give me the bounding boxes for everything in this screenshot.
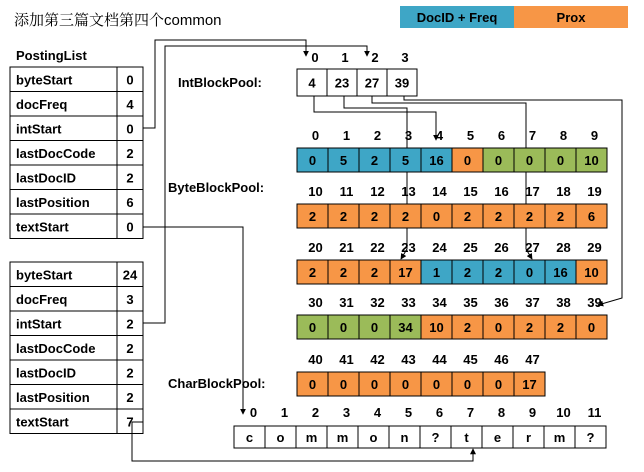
posting-field-label: docFreq [16, 96, 68, 112]
byte-pool-value: 10 [584, 153, 599, 168]
byte-pool-value: 0 [525, 265, 534, 280]
byte-pool-value: 0 [587, 320, 596, 335]
legend [400, 6, 628, 28]
byte-pool-value: 2 [463, 265, 472, 280]
posting-field-label: lastPosition [16, 194, 90, 210]
byte-pool-value: 2 [525, 320, 534, 335]
char-pool-value: 17 [522, 377, 537, 392]
char-pool-index: 43 [401, 352, 416, 367]
char-array-index: 7 [466, 405, 475, 420]
int-pool-index: 0 [311, 50, 319, 65]
char-pool-index: 41 [339, 352, 354, 367]
posting-list-tables [10, 67, 143, 434]
posting-list-heading: PostingList [16, 48, 87, 63]
char-pool-value: 0 [339, 377, 348, 392]
posting-field-value: 3 [126, 291, 134, 307]
int-block-pool [297, 50, 417, 96]
char-array-value: r [525, 430, 532, 445]
byte-pool-index: 7 [528, 128, 537, 143]
int-pool-index: 3 [401, 50, 409, 65]
byte-pool-value: 2 [370, 265, 379, 280]
byte-pool-index: 9 [590, 128, 599, 143]
posting-field-value: 0 [126, 72, 134, 88]
char-pool-index: 40 [308, 352, 323, 367]
posting-field-value: 7 [126, 414, 134, 430]
char-pool-value: 0 [308, 377, 317, 392]
char-array-value: m [305, 430, 318, 445]
char-array-value: o [369, 430, 378, 445]
byte-pool-index: 14 [432, 184, 447, 199]
posting-field-value: 2 [126, 145, 134, 161]
char-array-value: ? [586, 430, 595, 445]
char-array-index: 10 [556, 405, 571, 420]
byte-pool-index: 39 [587, 295, 602, 310]
byte-pool-index: 12 [370, 184, 385, 199]
byte-pool-index: 19 [587, 184, 602, 199]
char-array-index: 6 [435, 405, 444, 420]
char-pool-index: 45 [463, 352, 478, 367]
posting-field-label: byteStart [16, 72, 73, 88]
byte-pool-index: 10 [308, 184, 323, 199]
byte-pool-index: 35 [463, 295, 478, 310]
byte-pool-index: 30 [308, 295, 323, 310]
posting-field-value: 24 [122, 267, 138, 283]
byte-pool-value: 2 [556, 209, 565, 224]
posting-field-label: lastDocID [16, 170, 76, 186]
char-pool-value: 0 [494, 377, 503, 392]
posting-field-label: lastDocID [16, 365, 76, 381]
char-array-index: 4 [373, 405, 382, 420]
byte-pool-value: 10 [429, 320, 444, 335]
byte-pool-value: 16 [429, 153, 444, 168]
byte-pool-index: 4 [435, 128, 444, 143]
char-pool-value: 0 [401, 377, 410, 392]
char-pool-index: 47 [525, 352, 540, 367]
byte-pool-index: 24 [432, 240, 447, 255]
char-array-index: 2 [311, 405, 320, 420]
byte-block-pool-label: ByteBlockPool: [168, 180, 265, 195]
char-array-value: m [336, 430, 349, 445]
char-array-index: 1 [280, 405, 289, 420]
int-pool-index: 1 [341, 50, 349, 65]
byte-pool-index: 36 [494, 295, 509, 310]
char-pool-value: 0 [370, 377, 379, 392]
byte-pool-value: 2 [494, 209, 503, 224]
int-pool-value: 27 [364, 75, 380, 91]
connector-int-to-byte-27 [372, 96, 532, 259]
posting-field-label: textStart [16, 219, 69, 235]
byte-pool-index: 18 [556, 184, 571, 199]
byte-pool-value: 2 [308, 209, 317, 224]
byte-pool-index: 27 [525, 240, 540, 255]
char-array-value: e [493, 430, 502, 445]
byte-pool-index: 37 [525, 295, 540, 310]
int-pool-value: 23 [334, 75, 350, 91]
char-block-pool [297, 352, 545, 396]
char-array-index: 8 [497, 405, 506, 420]
byte-pool-index: 1 [342, 128, 351, 143]
byte-pool-value: 2 [308, 265, 317, 280]
byte-pool-value: 17 [398, 265, 413, 280]
byte-pool-value: 2 [339, 265, 348, 280]
byte-pool-value: 0 [525, 153, 534, 168]
byte-pool-value: 10 [584, 265, 599, 280]
byte-pool-value: 2 [463, 209, 472, 224]
posting-field-value: 2 [126, 170, 134, 186]
byte-pool-index: 31 [339, 295, 354, 310]
byte-pool-value: 2 [370, 153, 379, 168]
posting-field-value: 6 [126, 194, 134, 210]
byte-pool-value: 2 [463, 320, 472, 335]
byte-pool-index: 20 [308, 240, 323, 255]
byte-pool-index: 29 [587, 240, 602, 255]
char-array-value: n [400, 430, 409, 445]
byte-pool-value: 0 [308, 320, 317, 335]
byte-pool-index: 32 [370, 295, 385, 310]
char-pool-index: 42 [370, 352, 385, 367]
byte-pool-index: 22 [370, 240, 385, 255]
char-array-index: 3 [342, 405, 351, 420]
char-pool-index: 46 [494, 352, 509, 367]
posting-field-label: byteStart [16, 267, 73, 283]
byte-pool-value: 16 [553, 265, 568, 280]
posting-field-value: 0 [126, 121, 134, 137]
diagram-title: 添加第三篇文档第四个common [14, 12, 222, 29]
posting-field-label: intStart [16, 121, 62, 137]
char-array-index: 0 [249, 405, 258, 420]
byte-pool-index: 26 [494, 240, 509, 255]
legend-label-prox: Prox [556, 10, 586, 25]
posting-field-label: docFreq [16, 291, 68, 307]
byte-pool-value: 2 [556, 320, 565, 335]
byte-pool-index: 3 [404, 128, 413, 143]
byte-pool-index: 11 [339, 184, 354, 199]
char-pool-value: 0 [432, 377, 441, 392]
char-array-value: ? [431, 430, 440, 445]
char-array-index: 5 [404, 405, 413, 420]
byte-pool-index: 17 [525, 184, 540, 199]
int-pool-value: 39 [394, 75, 410, 91]
byte-pool-index: 13 [401, 184, 416, 199]
byte-pool-value: 2 [339, 209, 348, 224]
posting-field-label: lastPosition [16, 389, 90, 405]
byte-pool-index: 21 [339, 240, 354, 255]
posting-field-value: 2 [126, 316, 134, 332]
byte-pool-index: 34 [432, 295, 447, 310]
posting-field-value: 2 [126, 340, 134, 356]
byte-pool-value: 6 [587, 209, 596, 224]
byte-pool-index: 8 [559, 128, 568, 143]
posting-field-value: 4 [126, 96, 134, 112]
byte-pool-value: 0 [494, 153, 503, 168]
byte-pool-value: 0 [556, 153, 565, 168]
posting-field-label: lastDocCode [16, 145, 96, 161]
byte-pool-value: 0 [339, 320, 348, 335]
byte-pool-index: 25 [463, 240, 478, 255]
char-array-index: 9 [528, 405, 537, 420]
char-array-index: 11 [587, 405, 602, 420]
byte-block-pool [297, 128, 607, 339]
byte-pool-value: 2 [525, 209, 534, 224]
byte-pool-value: 0 [463, 153, 472, 168]
byte-pool-value: 2 [401, 209, 410, 224]
byte-pool-value: 1 [432, 265, 441, 280]
byte-pool-value: 2 [494, 265, 503, 280]
byte-pool-value: 34 [398, 320, 413, 335]
char-array-value: t [464, 430, 469, 445]
char-block-pool-label: CharBlockPool: [168, 376, 266, 391]
byte-pool-index: 38 [556, 295, 571, 310]
int-pool-index: 2 [371, 50, 379, 65]
byte-pool-index: 23 [401, 240, 416, 255]
int-block-pool-label: IntBlockPool: [178, 75, 262, 90]
byte-pool-index: 6 [497, 128, 506, 143]
byte-pool-value: 0 [494, 320, 503, 335]
byte-pool-index: 33 [401, 295, 416, 310]
int-pool-value: 4 [308, 75, 316, 91]
byte-pool-index: 16 [494, 184, 509, 199]
byte-pool-value: 2 [370, 209, 379, 224]
byte-pool-index: 15 [463, 184, 478, 199]
posting-field-label: intStart [16, 316, 62, 332]
char-pool-value: 0 [463, 377, 472, 392]
byte-pool-value: 5 [339, 153, 348, 168]
posting-field-value: 2 [126, 389, 134, 405]
byte-pool-value: 0 [432, 209, 441, 224]
byte-pool-index: 5 [466, 128, 475, 143]
byte-pool-value: 0 [308, 153, 317, 168]
posting-field-value: 0 [126, 219, 134, 235]
posting-field-label: textStart [16, 414, 69, 430]
char-pool-index: 44 [432, 352, 447, 367]
char-array-value: m [553, 430, 566, 445]
char-array [234, 405, 606, 448]
posting-field-label: lastDocCode [16, 340, 96, 356]
byte-pool-index: 28 [556, 240, 571, 255]
legend-label-docid-freq: DocID + Freq [416, 10, 498, 25]
char-array-value: c [245, 430, 254, 445]
byte-pool-value: 5 [401, 153, 410, 168]
byte-pool-index: 0 [311, 128, 320, 143]
byte-pool-value: 0 [370, 320, 379, 335]
char-array-value: o [276, 430, 285, 445]
posting-field-value: 2 [126, 365, 134, 381]
byte-pool-index: 2 [373, 128, 382, 143]
